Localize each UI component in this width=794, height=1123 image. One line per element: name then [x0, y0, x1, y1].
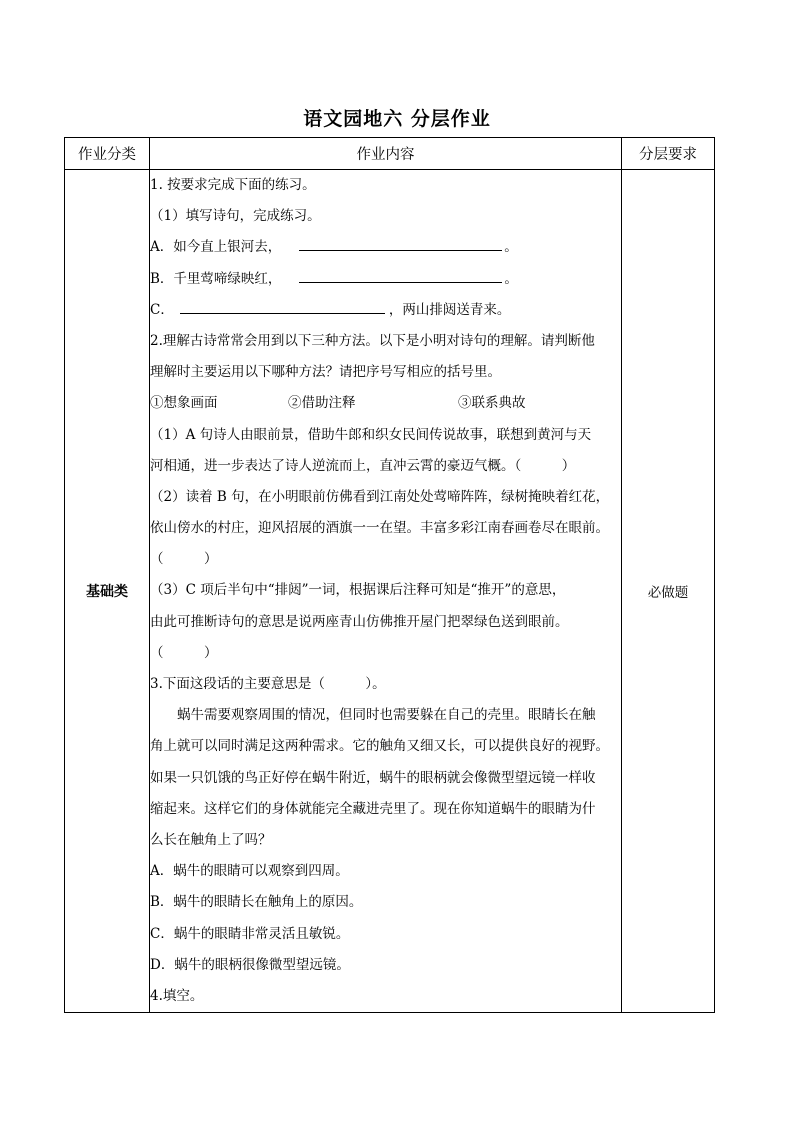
- table-header-row: [65, 138, 715, 170]
- q1-b-suffix: 。: [504, 270, 518, 287]
- q3-passage-line: 角上就可以同时满足这两种需求。它的触角又细又长，可以提供良好的视野。: [150, 738, 609, 755]
- q1-b-prefix: B．千里莺啼绿映红，: [150, 270, 282, 287]
- q2-p3-line: 由此可推断诗句的意思是说两座青山仿佛推开屋门把翠绿色送到眼前。: [150, 613, 569, 630]
- q2-p1-line: 河相通，进一步表达了诗人逆流而上，直冲云霄的豪迈气概。（ ）: [150, 457, 576, 474]
- content-cell: [150, 170, 622, 1013]
- q3-passage-line: 么长在触角上了吗？: [150, 831, 272, 848]
- requirement-cell: 必做题: [622, 170, 715, 1013]
- q3-choice-d: D．蜗牛的眼柄很像微型望远镜。: [150, 956, 350, 973]
- q2-p2-answer[interactable]: （ ）: [150, 551, 218, 568]
- method-option: ①想象画面: [150, 395, 218, 412]
- header-category: 作业分类: [65, 138, 150, 170]
- q3-passage-line: 缩起来。这样它们的身体就能完全藏进壳里了。现在你知道蜗牛的眼睛为什: [150, 800, 596, 817]
- q3-passage-line: 如果一只饥饿的鸟正好停在蜗牛附近，蜗牛的眼柄就会像微型望远镜一样收: [150, 769, 596, 786]
- header-content: 作业内容: [150, 138, 622, 170]
- q2-stem-line: 2.理解古诗常常会用到以下三种方法。以下是小明对诗句的理解。请判断他: [150, 332, 595, 349]
- method-option: ③联系典故: [458, 395, 526, 412]
- table-row: [65, 170, 715, 1013]
- q1-c-prefix: C．: [150, 301, 174, 318]
- q2-p2-line: 依山傍水的村庄，迎风招展的酒旗一一在望。丰富多彩江南春画卷尽在眼前。: [150, 520, 609, 537]
- q2-p2-line: （2）读着 B 句，在小明眼前仿佛看到江南处处莺啼阵阵，绿树掩映着红花，: [150, 488, 610, 505]
- q1-stem: 1. 按要求完成下面的练习。: [150, 177, 316, 193]
- page-title: 语文园地六 分层作业: [303, 108, 491, 130]
- q1-a-prefix: A．如今直上银河去，: [150, 239, 282, 256]
- category-cell: 基础类: [65, 170, 150, 1013]
- q1-c-suffix: ，两山排闼送青来。: [388, 301, 511, 318]
- q2-p1-line: （1）A 句诗人由眼前景，借助牛郎和织女民间传说故事，联想到黄河与天: [150, 426, 592, 443]
- fill-blank-c[interactable]: [180, 299, 385, 314]
- q1-a-suffix: 。: [504, 239, 518, 256]
- header-requirement: 分层要求: [622, 138, 715, 170]
- q2-stem-line: 理解时主要运用以下哪种方法？请把序号写相应的括号里。: [150, 364, 501, 381]
- q1-sub: （1）填写诗句，完成练习。: [150, 208, 321, 225]
- fill-blank-b[interactable]: [299, 268, 502, 283]
- q2-options: [150, 388, 621, 419]
- q3-passage-line: 蜗牛需要观察周围的情况，但同时也需要躲在自己的壳里。眼睛长在触: [177, 707, 596, 724]
- homework-table: [64, 137, 715, 1013]
- q1-line-b: [150, 264, 621, 295]
- q3-stem: 3.下面这段话的主要意思是（ ）。: [150, 676, 386, 692]
- q3-choice-b: B．蜗牛的眼睛长在触角上的原因。: [150, 894, 363, 911]
- q1-line-a: [150, 232, 621, 263]
- q1-line-c: [150, 295, 621, 326]
- q2-p3-line: （3）C 项后半句中“排闼”一词，根据课后注释可知是“推开”的意思，: [150, 582, 566, 599]
- fill-blank-a[interactable]: [299, 236, 502, 251]
- q4-stem: 4.填空。: [150, 987, 204, 1004]
- method-option: ②借助注释: [288, 395, 356, 412]
- q3-choice-a: A．蜗牛的眼睛可以观察到四周。: [150, 863, 349, 880]
- q3-choice-c: C．蜗牛的眼睛非常灵活且敏锐。: [150, 925, 350, 942]
- q2-p3-answer[interactable]: （ ）: [150, 644, 218, 661]
